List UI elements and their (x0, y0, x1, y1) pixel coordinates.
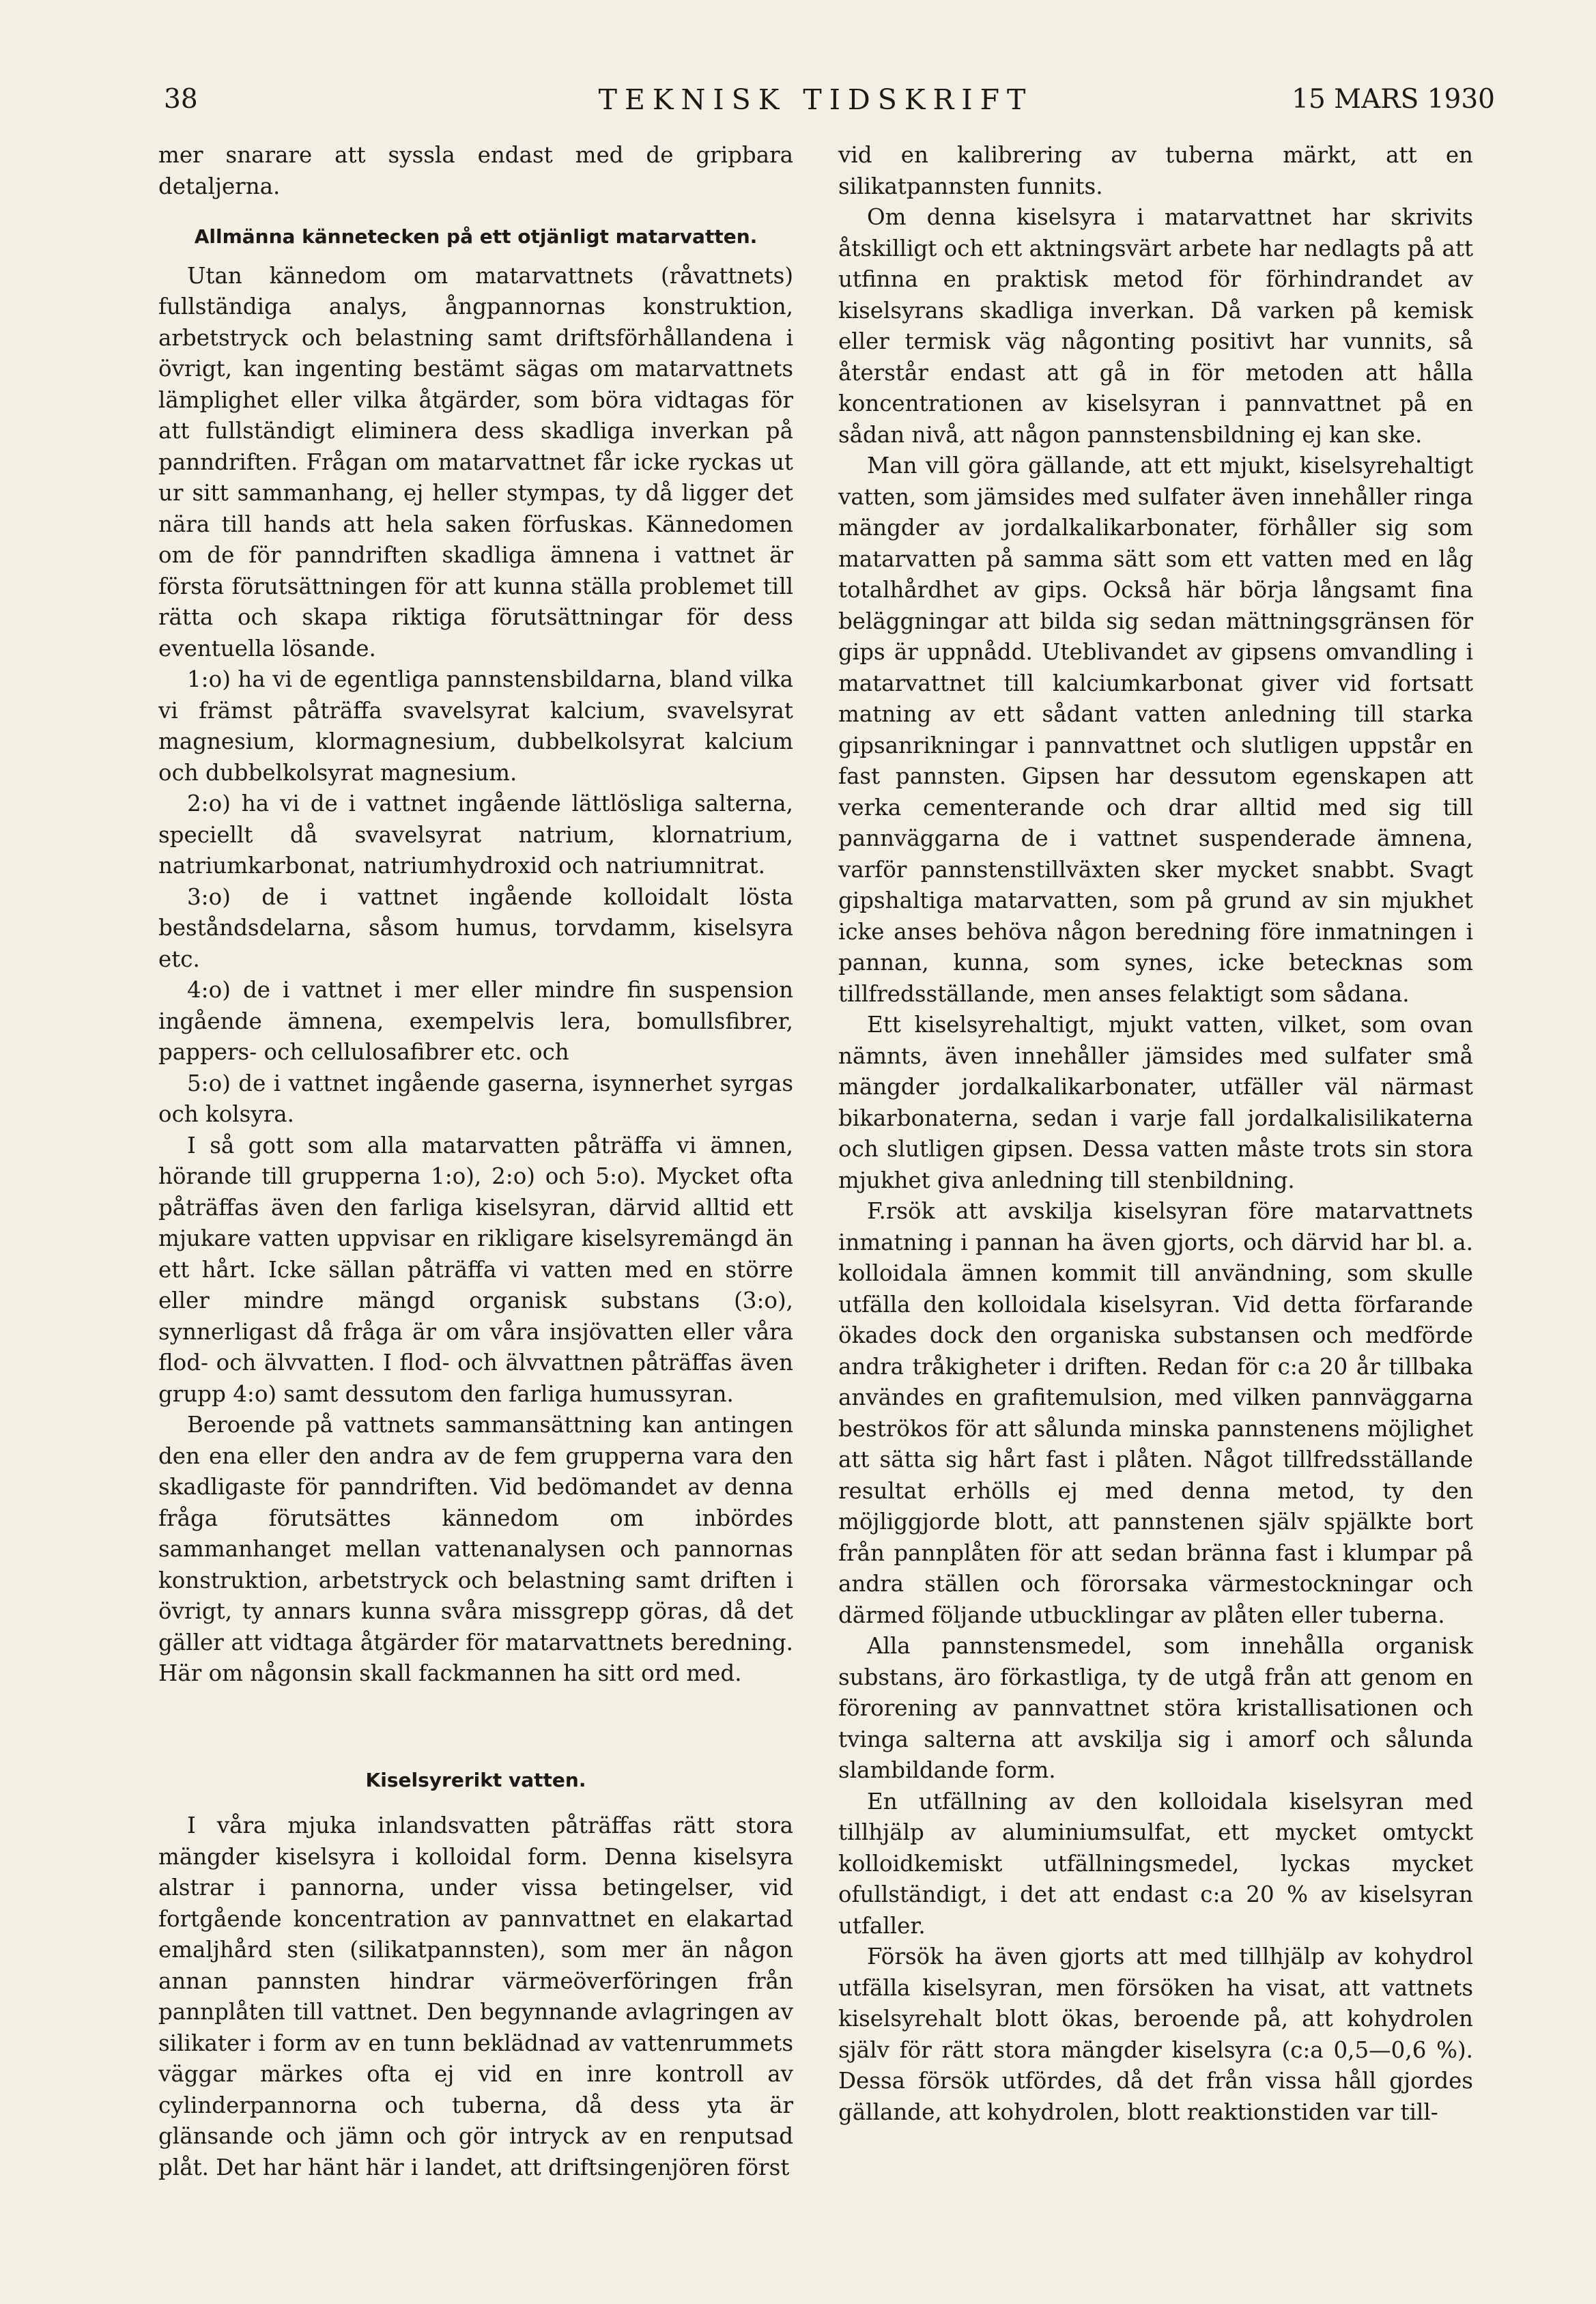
paragraph: Ett kiselsyrehaltigt, mjukt vatten, vilket, som ovan nämnts, även innehåller jämsides med sulfater små mängder jordalkalikarbonater, utfäller väl närmast bikarbonaterna, sedan i varje fall jordalkalisilikaterna och slutligen gipsen. Dessa vatten måste trots sin stora mjukhet giva anledning till stenbildning. (838, 1012, 1473, 1193)
paragraph: Beroende på vattnets sammansättning kan antingen den ena eller den andra av de fem grupperna vara den skadligaste för panndriften. Vid bedömandet av denna fråga förutsättes kännedom om inbördes sammanhanget mellan vattenanalysen och pannornas konstruktion, arbetstryck och belastning samt driften i övrigt, ty annars kunna svåra missgrepp göras, då det gäller att vidtaga åtgärder för matarvattnets beredning. Här om någonsin skall fackmannen ha sitt ord med. (158, 1412, 793, 1686)
page-number: 38 (164, 84, 198, 115)
section-heading: Allmänna kännetecken på ett otjänligt matarvatten. (194, 225, 758, 248)
right-column (838, 140, 1473, 2128)
paragraph: I våra mjuka inlandsvatten påträffas rätt stora mängder kiselsyra i kolloidal form. Denna kiselsyra alstrar i pannorna, under vissa betingelser, vid fortgående koncentration av pannvattnet en elakartad emaljhård sten (silikatpannsten), som mer än någon annan pannsten hindrar värmeöverföringen från pannplåten till vattnet. Den begynnande avlagringen av silikater i form av en tunn beklädnad av vattenrummets väggar märkes ofta ej vid en inre kontroll av cylinderpannorna och tuberna, då dess yta är glänsande och jämn och gör intryck av en renputsad plåt. Det har hänt här i landet, att driftsingenjören först (158, 1812, 793, 2180)
left-column (158, 140, 793, 2183)
paragraph: Utan kännedom om matarvattnets (råvattnets) fullständiga analys, ångpannornas konstruktion, arbetstryck och belastning samt driftsförhållandena i övrigt, kan ingenting bestämt sägas om matarvattnets lämplighet eller vilka åtgärder, som böra vidtagas för att fullständigt eliminera dess skadliga inverkan på panndriften. Frågan om matarvattnet får icke ryckas ut ur sitt sammanhang, ej heller stympas, ty då ligger det nära till hands att hela saken förfuskas. Kännedomen om de för panndriften skadliga ämnena i vattnet är första förutsättningen för att kunna ställa problemet till rätta och skapa riktiga förutsättningar för dess eventuella lösande. (158, 262, 793, 662)
paragraph: F.rsök att avskilja kiselsyran före matarvattnets inmatning i pannan ha även gjorts, och därvid har bl. a. kolloidala ämnen kommit till användning, som skulle utfälla den kolloidala kiselsyran. Vid detta förfarande ökades dock den organiska substansen och medförde andra tråkigheter i driften. Redan för c:a 20 år tillbaka användes en grafitemulsion, med vilken pannväggarna beströkos för att sålunda minska pannstenens möjlighet att sätta sig hårt fast i plåten. Något tillfredsställande resultat erhölls ej med denna metod, ty den möjliggjorde blott, att pannstenen själv spjälkte bort från pannplåten för att sedan bränna fast i klumpar på andra ställen och förorsaka värmestockningar och därmed följande utbucklingar av plåten eller tuberna. (838, 1198, 1473, 1628)
paragraph: 1:o) ha vi de egentliga pannstensbildarna, bland vilka vi främst påträffa svavelsyrat kalcium, svavelsyrat magnesium, klormagnesium, dubbelkolsyrat kalcium och dubbelkolsyrat magnesium. (158, 666, 793, 786)
page-header (137, 79, 1495, 120)
paragraph: 2:o) ha vi de i vattnet ingående lättlösliga salterna, speciellt då svavelsyrat natrium, klornatrium, natriumkarbonat, natriumhydroxid och natriumnitrat. (158, 791, 793, 879)
paragraph: Man vill göra gällande, att ett mjukt, kiselsyrehaltigt vatten, som jämsides med sulfater även innehåller ringa mängder av jordalkalikarbonater, förhåller sig som matarvatten på samma sätt som ett vatten med en låg totalhårdhet av gips. Också här börja långsamt fina beläggningar att bilda sig sedan mättningsgränsen för gips är uppnådd. Uteblivandet av gipsens omvandling i matarvattnet till kalciumkarbonat giver vid fortsatt matning av ett sådant vatten anledning till starka gipsanrikningar i pannvattnet och slutligen uppstår en fast pannsten. Gipsen har dessutom egenskapen att verka cementerande och drar alltid med sig till pannväggarna de i vattnet suspenderade ämnena, varför pannstenstillväxten sker mycket snabbt. Svagt gipshaltiga matarvatten, som på grund av sin mjukhet icke anses behöva någon beredning före inmatningen i pannan, kunna, som synes, icke betecknas som tillfredsställande, men anses felaktigt som sådana. (838, 453, 1473, 1007)
paragraph: 5:o) de i vattnet ingående gaserna, isynnerhet syrgas och kolsyra. (158, 1070, 793, 1127)
paragraph: 4:o) de i vattnet i mer eller mindre fin suspension ingående ämnena, exempelvis lera, bomullsfibrer, pappers- och cellulosafibrer etc. och (158, 977, 793, 1065)
section-heading: Kiselsyrerikt vatten. (365, 1768, 586, 1791)
paragraph: vid en kalibrering av tuberna märkt, att en silikatpannsten funnits. (838, 142, 1473, 199)
paragraph: En utfällning av den kolloidala kiselsyran med tillhjälp av aluminiumsulfat, ett mycket omtyckt kolloidkemiskt utfällningsmedel, lyckas mycket ofullständigt, i det att endast c:a 20 % av kiselsyran utfaller. (838, 1788, 1473, 1939)
paragraph: Om denna kiselsyra i matarvattnet har skrivits åtskilligt och ett aktningsvärt arbete har nedlagts på att utfinna en praktisk metod för förhindrandet av kiselsyrans skadliga inverkan. Då varken på kemisk eller termisk väg någonting positivt har vunnits, så återstår endast att gå in för metoden att hålla koncentrationen av kiselsyran i pannvattnet på en sådan nivå, att någon pannstensbildning ej kan ske. (838, 204, 1473, 448)
paragraph: Alla pannstensmedel, som innehålla organisk substans, äro förkastliga, ty de utgå från att genom en förorening av pannvattnet störa kristallisationen och tvinga salterna att avskilja sig i amorf och sålunda slambildande form. (838, 1633, 1473, 1783)
paragraph: Försök ha även gjorts att med tillhjälp av kohydrol utfälla kiselsyran, men försöken ha visat, att vattnets kiselsyrehalt blott ökas, beroende på, att kohydrolen själv för rätt stora mängder kiselsyra (c:a 0,5—0,6 %). Dessa försök utfördes, då det från vissa håll gjordes gällande, att kohydrolen, blott reaktionstiden var till- (838, 1944, 1473, 2125)
paragraph: mer snarare att syssla endast med de gripbara detaljerna. (158, 142, 793, 199)
paragraph: 3:o) de i vattnet ingående kolloidalt lösta beståndsdelarna, såsom humus, torvdamm, kiselsyra etc. (158, 883, 793, 972)
issue-date: 15 MARS 1930 (1292, 84, 1495, 115)
journal-title: TEKNISK TIDSKRIFT (598, 83, 1034, 116)
paragraph: I så gott som alla matarvatten påträffa vi ämnen, hörande till grupperna 1:o), 2:o) och 5:o). Mycket ofta påträffas även den farliga kiselsyran, därvid alltid ett mjukare vatten uppvisar en rikligare kiselsyremängd än ett hårt. Icke sällan påträffa vi vatten med en större eller mindre mängd organisk substans (3:o), synnerligast då fråga är om våra insjövatten eller våra flod- och älvvatten. I flod- och älvvattnen påträffas även grupp 4:o) samt dessutom den farliga humussyran. (158, 1132, 793, 1407)
